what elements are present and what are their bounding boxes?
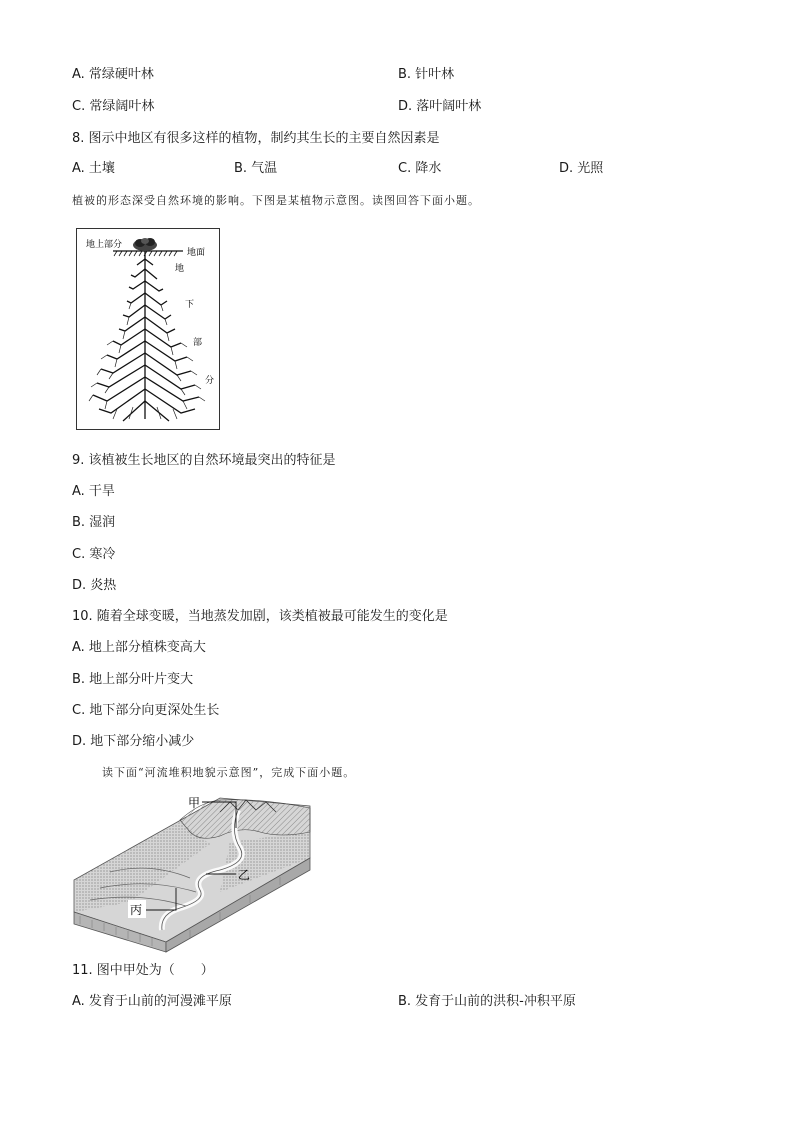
q10-stem: 10. 随着全球变暖，当地蒸发加剧，该类植被最可能发生的变化是 [72, 609, 448, 624]
label-ground-surface: 地面 [187, 248, 206, 258]
q7-option-a: A. 常绿硬叶林 [72, 67, 154, 82]
q7-option-d: D. 落叶阔叶林 [398, 99, 482, 114]
q10-option-d: D. 地下部分缩小减少 [72, 734, 195, 749]
label-below-ground-2: 下 [185, 300, 195, 310]
q9-option-c: C. 寒冷 [72, 547, 116, 562]
q9-option-d: D. 炎热 [72, 578, 117, 593]
q10-option-a: A. 地上部分植株变高大 [72, 640, 206, 655]
label-below-ground-1: 地 [175, 264, 185, 274]
label-below-ground-3: 部 [193, 338, 203, 348]
q11-option-b: B. 发育于山前的洪积-冲积平原 [398, 994, 576, 1009]
q8-option-c: C. 降水 [398, 161, 442, 176]
q11-stem: 11. 图中甲处为（ ） [72, 963, 214, 978]
river-intro: 读下面“河流堆积地貌示意图”，完成下面小题。 [102, 766, 356, 779]
q7-option-c: C. 常绿阔叶林 [72, 99, 155, 114]
river-block-diagram [70, 792, 314, 954]
q9-option-b: B. 湿润 [72, 515, 116, 530]
label-yi: 乙 [238, 868, 251, 882]
q9-stem: 9. 该植被生长地区的自然环境最突出的特征是 [72, 453, 336, 468]
plant-figure [76, 228, 220, 430]
q8-option-a: A. 土壤 [72, 161, 115, 176]
q9-option-a: A. 干旱 [72, 484, 115, 499]
plant-diagram [77, 229, 219, 429]
q7-option-b: B. 针叶林 [398, 67, 455, 82]
river-figure [70, 792, 314, 954]
q10-option-c: C. 地下部分向更深处生长 [72, 703, 220, 718]
label-above-ground: 地上部分 [86, 240, 123, 250]
q8-option-d: D. 光照 [559, 161, 604, 176]
q8-option-b: B. 气温 [234, 161, 278, 176]
label-bing: 丙 [130, 903, 143, 917]
shrub-icon [133, 238, 157, 251]
plant-intro: 植被的形态深受自然环境的影响。下图是某植物示意图。读图回答下面小题。 [72, 194, 480, 207]
q11-option-a: A. 发育于山前的河漫滩平原 [72, 994, 232, 1009]
q10-option-b: B. 地上部分叶片变大 [72, 672, 194, 687]
label-jia: 甲 [188, 796, 201, 810]
root-system [93, 251, 199, 421]
label-below-ground-4: 分 [205, 376, 215, 386]
q8-stem: 8. 图示中地区有很多这样的植物，制约其生长的主要自然因素是 [72, 131, 440, 146]
